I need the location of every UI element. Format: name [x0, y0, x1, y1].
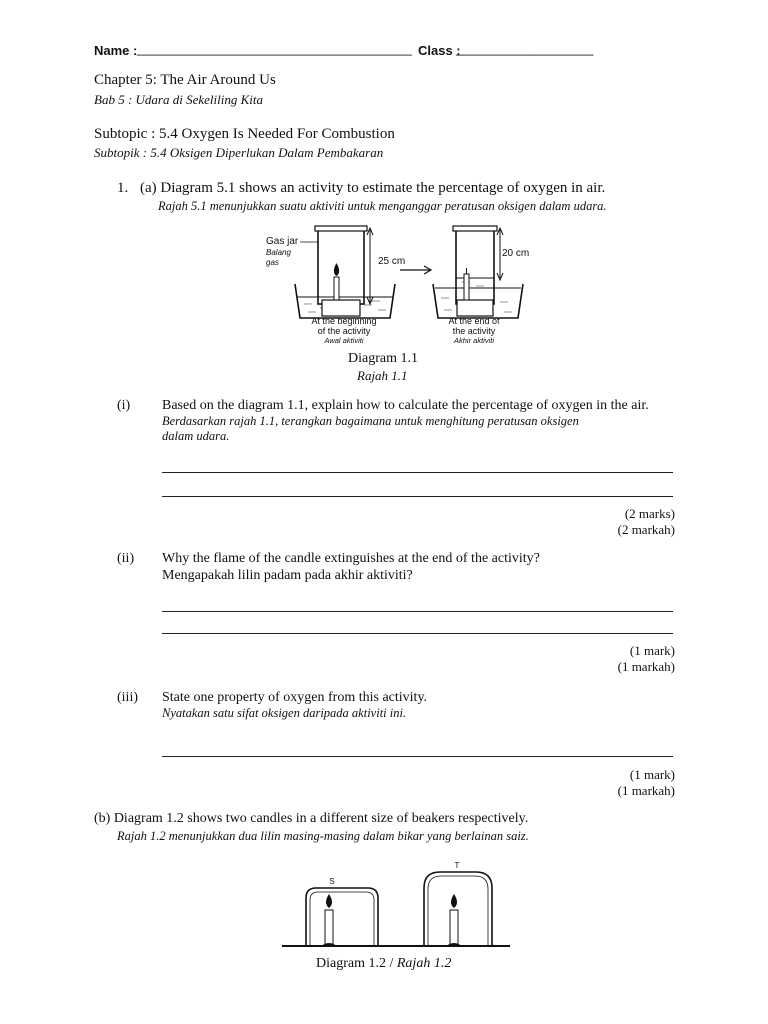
- label-s: S: [329, 877, 335, 886]
- qii-marks-ms: (1 markah): [617, 659, 675, 674]
- qi-marks-ms: (2 markah): [617, 522, 675, 537]
- diagram-1-1-caption: Diagram 1.1: [348, 351, 418, 366]
- q1a-text: (a) Diagram 5.1 shows an activity to estimate the percentage of oxygen in air.: [140, 180, 606, 196]
- qi-label: (i): [117, 398, 131, 413]
- qii-answer-line-2[interactable]: [162, 633, 673, 634]
- gas-label: gas: [266, 258, 279, 267]
- chapter-title: Chapter 5: The Air Around Us: [94, 72, 276, 88]
- qi-answer-line-2[interactable]: [162, 496, 673, 497]
- qiii-text: State one property of oxygen from this activity.: [162, 690, 428, 705]
- qiii-marks: (1 mark): [629, 767, 675, 782]
- diagram-1-2: [280, 858, 512, 954]
- name-blank[interactable]: ______________________________________: [137, 41, 412, 56]
- diagram-1-2-caption-ms: Rajah 1.2: [396, 956, 452, 971]
- gas-jar-end: [433, 226, 523, 318]
- qiii-text-ms: Nyatakan satu sifat oksigen daripada aktiviti ini.: [162, 706, 407, 720]
- label-t: T: [454, 861, 460, 870]
- beaker-s: [306, 888, 378, 946]
- qiii-marks-ms: (1 markah): [617, 783, 675, 798]
- beginning-label-2: of the activity: [317, 326, 371, 336]
- qii-marks: (1 mark): [629, 643, 675, 658]
- name-label: Name :: [94, 43, 138, 58]
- question-number: 1.: [117, 180, 129, 196]
- qii-label: (ii): [117, 551, 135, 566]
- right-arrow-icon: [400, 266, 431, 274]
- qiii-answer-line[interactable]: [162, 756, 673, 757]
- diagram-1-1-caption-ms: Rajah 1.1: [357, 368, 408, 383]
- qii-text: Why the flame of the candle extinguishes at the end of the activity?: [162, 551, 540, 566]
- height-25-label: 25 cm: [378, 256, 406, 267]
- qi-text: Based on the diagram 1.1, explain how to calculate the percentage of oxygen in the air.: [162, 398, 649, 413]
- qi-answer-line-1[interactable]: [162, 472, 673, 473]
- qi-text-ms-1: Berdasarkan rajah 1.1, terangkan bagaimana untuk menghitung peratusan oksigen: [162, 414, 579, 428]
- diagram-1-2-caption: [316, 956, 451, 972]
- gas-jar-beginning: [295, 226, 395, 318]
- qii-text-ms: Mengapakah lilin padam pada akhir aktiviti?: [162, 568, 413, 583]
- beginning-label-1: At the beginning: [311, 316, 377, 326]
- beginning-label-ms: Awal aktiviti: [324, 336, 364, 345]
- end-label-2: the activity: [452, 326, 496, 336]
- q1a-text-ms: Rajah 5.1 menunjukkan suatu aktiviti untuk menganggar peratusan oksigen dalam udara.: [158, 199, 607, 213]
- chapter-title-ms: Bab 5 : Udara di Sekeliling Kita: [94, 92, 263, 107]
- end-label-ms: Akhir aktiviti: [453, 336, 495, 345]
- qi-marks: (2 marks): [624, 506, 675, 521]
- qii-answer-line-1[interactable]: [162, 611, 673, 612]
- diagram-1-1: [260, 222, 530, 350]
- diagram-1-2-caption-en: Diagram 1.2 /: [316, 956, 394, 971]
- class-label: Class :: [418, 43, 461, 58]
- qb-text-ms: Rajah 1.2 menunjukkan dua lilin masing-masing dalam bikar yang berlainan saiz.: [117, 829, 529, 843]
- subtopic-title-ms: Subtopik : 5.4 Oksigen Diperlukan Dalam Pembakaran: [94, 145, 384, 160]
- subtopic-title: Subtopic : 5.4 Oxygen Is Needed For Combustion: [94, 126, 395, 142]
- beaker-t: [424, 872, 492, 946]
- qiii-label: (iii): [117, 690, 138, 705]
- qi-text-ms-2: dalam udara.: [162, 429, 230, 443]
- class-blank[interactable]: ___________________: [456, 41, 594, 56]
- height-20-label: 20 cm: [502, 248, 530, 259]
- balang-label: Balang: [266, 248, 291, 257]
- qb-text: (b) Diagram 1.2 shows two candles in a different size of beakers respectively.: [94, 811, 529, 826]
- gas-jar-label: Gas jar: [266, 236, 299, 247]
- end-label-1: At the end of: [448, 316, 500, 326]
